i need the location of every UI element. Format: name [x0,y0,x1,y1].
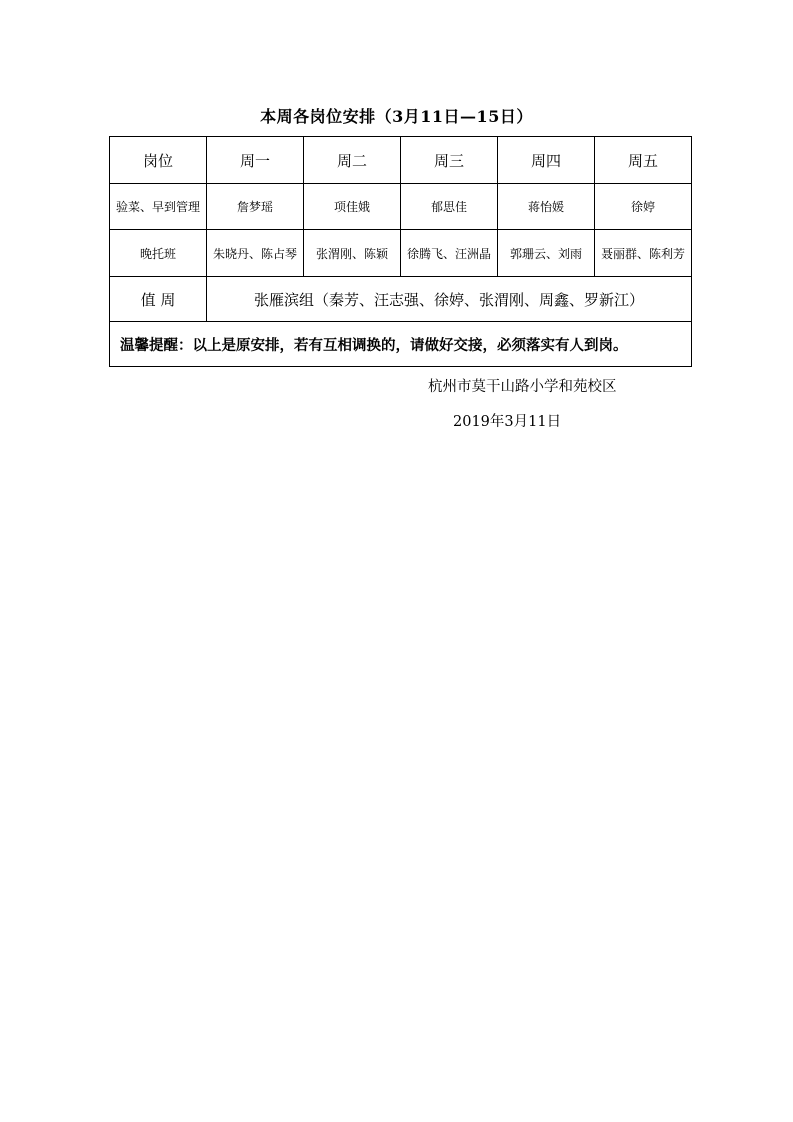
table-cell: 郁思佳 [401,184,498,230]
reminder-row [110,322,692,367]
duty-value: 张雁滨组（秦芳、汪志强、徐婷、张渭刚、周鑫、罗新江） [207,277,692,322]
table-cell: 张渭刚、陈颖 [304,230,401,277]
table-cell: 晚托班 [110,230,207,277]
page-title: 本周各岗位安排（3月11日—15日） [260,107,533,126]
duty-row [110,277,692,322]
table-cell: 徐婷 [595,184,692,230]
table-cell: 蒋怡媛 [498,184,595,230]
table-cell: 郭珊云、刘雨 [498,230,595,277]
table-cell: 聂丽群、陈利芳 [595,230,692,277]
header-cell-position: 岗位 [110,137,207,184]
table-cell: 验菜、早到管理 [110,184,207,230]
header-cell-monday: 周一 [207,137,304,184]
schedule-table [109,136,692,367]
header-cell-tuesday: 周二 [304,137,401,184]
duty-label: 值 周 [110,277,207,322]
table-row [110,230,692,277]
table-cell: 项佳娥 [304,184,401,230]
header-cell-friday: 周五 [595,137,692,184]
table-cell: 朱晓丹、陈占琴 [207,230,304,277]
table-cell: 詹梦瑶 [207,184,304,230]
table-header-row [110,137,692,184]
reminder-text: 温馨提醒：以上是原安排，若有互相调换的，请做好交接，必须落实有人到岗。 [110,322,692,367]
table-row [110,184,692,230]
header-cell-thursday: 周四 [498,137,595,184]
footer-organization: 杭州市莫干山路小学和苑校区 [428,379,617,395]
header-cell-wednesday: 周三 [401,137,498,184]
footer-date: 2019年3月11日 [453,414,562,430]
table-cell: 徐腾飞、汪洲晶 [401,230,498,277]
